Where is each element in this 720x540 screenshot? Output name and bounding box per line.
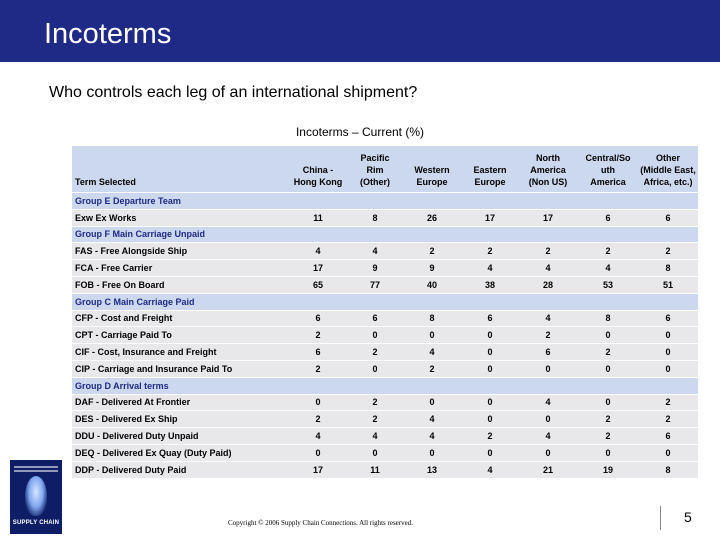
value-cell: 2 [578, 344, 638, 361]
value-cell: 2 [348, 411, 402, 428]
value-cell: 0 [462, 344, 518, 361]
value-cell: 8 [348, 209, 402, 226]
value-cell: 8 [638, 461, 698, 477]
value-cell: 6 [288, 310, 348, 327]
value-cell: 4 [462, 260, 518, 277]
value-cell: 0 [348, 360, 402, 377]
logo-text: SUPPLY CHAIN [12, 520, 60, 526]
logo-stripe [14, 470, 58, 472]
value-cell: 51 [638, 276, 698, 293]
column-header-line: Eastern [473, 165, 507, 175]
group-label: Group F Main Carriage Unpaid [72, 226, 698, 243]
value-cell: 4 [288, 428, 348, 445]
value-cell: 4 [402, 428, 462, 445]
table-row [72, 276, 698, 293]
term-cell: CIF - Cost, Insurance and Freight [72, 344, 288, 361]
group-label: Group D Arrival terms [72, 377, 698, 394]
column-header-term [72, 146, 288, 193]
copyright-notice: Copyright © 2006 Supply Chain Connections. All rights reserved. [228, 519, 413, 527]
value-cell: 4 [402, 411, 462, 428]
value-cell: 2 [402, 243, 462, 260]
group-row [72, 226, 698, 243]
value-cell: 2 [348, 344, 402, 361]
value-cell: 2 [578, 411, 638, 428]
value-cell: 0 [462, 327, 518, 344]
table-body [72, 193, 698, 478]
value-cell: 11 [348, 461, 402, 477]
value-cell: 0 [518, 444, 578, 461]
logo-stripe [14, 466, 58, 468]
value-cell: 38 [462, 276, 518, 293]
slide-title: Incoterms [44, 18, 172, 50]
term-cell: FOB - Free On Board [72, 276, 288, 293]
column-header-line: China - [302, 165, 334, 175]
column-header-line: Europe [416, 177, 448, 187]
value-cell: 8 [578, 310, 638, 327]
table-caption: Incoterms – Current (%) [295, 125, 425, 139]
value-cell: 0 [638, 344, 698, 361]
value-cell: 77 [348, 276, 402, 293]
group-row [72, 377, 698, 394]
term-cell: CFP - Cost and Freight [72, 310, 288, 327]
value-cell: 0 [288, 394, 348, 411]
table-row [72, 428, 698, 445]
value-cell: 4 [518, 260, 578, 277]
term-cell: DDP - Delivered Duty Paid [72, 461, 288, 477]
value-cell: 0 [402, 444, 462, 461]
term-cell: DAF - Delivered At Frontier [72, 394, 288, 411]
column-header-line: Other [655, 153, 680, 163]
value-cell: 2 [638, 394, 698, 411]
value-cell: 17 [288, 260, 348, 277]
value-cell: 8 [402, 310, 462, 327]
value-cell: 0 [638, 327, 698, 344]
table-row [72, 260, 698, 277]
value-cell: 0 [518, 411, 578, 428]
term-cell: DEQ - Delivered Ex Quay (Duty Paid) [72, 444, 288, 461]
value-cell: 0 [578, 444, 638, 461]
value-cell: 9 [348, 260, 402, 277]
column-header-line: North [536, 153, 560, 163]
value-cell: 2 [402, 360, 462, 377]
value-cell: 0 [578, 394, 638, 411]
column-header-line: Pacific [360, 153, 390, 163]
value-cell: 2 [288, 360, 348, 377]
column-header-line: Africa, etc.) [643, 177, 693, 187]
title-bar [0, 0, 720, 62]
term-cell: FAS - Free Alongside Ship [72, 243, 288, 260]
value-cell: 0 [638, 444, 698, 461]
value-cell: 2 [462, 243, 518, 260]
value-cell: 6 [348, 310, 402, 327]
value-cell: 4 [348, 243, 402, 260]
value-cell: 0 [348, 444, 402, 461]
column-header-line: America [590, 177, 626, 187]
column-header-line: Europe [474, 177, 506, 187]
value-cell: 0 [288, 444, 348, 461]
value-cell: 0 [402, 394, 462, 411]
value-cell: 0 [348, 327, 402, 344]
value-cell: 0 [462, 360, 518, 377]
value-cell: 4 [402, 344, 462, 361]
value-cell: 2 [638, 243, 698, 260]
value-cell: 26 [402, 209, 462, 226]
table-row [72, 444, 698, 461]
value-cell: 17 [462, 209, 518, 226]
value-cell: 6 [638, 310, 698, 327]
term-cell: DES - Delivered Ex Ship [72, 411, 288, 428]
value-cell: 11 [288, 209, 348, 226]
column-header-line: Hong Kong [293, 177, 343, 187]
column-header-region [638, 146, 698, 193]
value-cell: 4 [462, 461, 518, 477]
value-cell: 2 [638, 411, 698, 428]
value-cell: 6 [288, 344, 348, 361]
footer-divider [660, 506, 661, 530]
term-cell: DDU - Delivered Duty Unpaid [72, 428, 288, 445]
column-header-line: Central/So [585, 153, 631, 163]
page-number: 5 [684, 509, 692, 525]
value-cell: 0 [402, 327, 462, 344]
value-cell: 4 [578, 260, 638, 277]
column-header-line: Term Selected [75, 177, 136, 187]
supply-chain-logo [10, 460, 62, 534]
value-cell: 2 [578, 243, 638, 260]
group-row [72, 293, 698, 310]
column-header-line: Rim [366, 165, 384, 175]
incoterms-table [72, 146, 698, 478]
value-cell: 9 [402, 260, 462, 277]
value-cell: 53 [578, 276, 638, 293]
value-cell: 17 [518, 209, 578, 226]
column-header-line: America [530, 165, 566, 175]
value-cell: 4 [518, 428, 578, 445]
column-header-line: uth [601, 165, 615, 175]
table-row [72, 243, 698, 260]
value-cell: 6 [638, 209, 698, 226]
value-cell: 0 [578, 327, 638, 344]
value-cell: 4 [348, 428, 402, 445]
term-cell: CPT - Carriage Paid To [72, 327, 288, 344]
table-row [72, 411, 698, 428]
value-cell: 0 [638, 360, 698, 377]
table-header-row [72, 146, 698, 193]
value-cell: 13 [402, 461, 462, 477]
value-cell: 2 [288, 327, 348, 344]
value-cell: 2 [288, 411, 348, 428]
value-cell: 4 [518, 394, 578, 411]
column-header-region [578, 146, 638, 193]
value-cell: 0 [462, 444, 518, 461]
table-row [72, 310, 698, 327]
column-header-region [462, 146, 518, 193]
value-cell: 0 [462, 394, 518, 411]
value-cell: 0 [578, 360, 638, 377]
value-cell: 6 [638, 428, 698, 445]
column-header-region [288, 146, 348, 193]
value-cell: 2 [462, 428, 518, 445]
column-header-region [518, 146, 578, 193]
value-cell: 2 [578, 428, 638, 445]
value-cell: 19 [578, 461, 638, 477]
term-cell: FCA - Free Carrier [72, 260, 288, 277]
value-cell: 0 [518, 360, 578, 377]
value-cell: 40 [402, 276, 462, 293]
value-cell: 28 [518, 276, 578, 293]
term-cell: Exw Ex Works [72, 209, 288, 226]
table-row [72, 344, 698, 361]
column-header-region [402, 146, 462, 193]
table-row [72, 461, 698, 477]
slide-subtitle: Who controls each leg of an international shipment? [49, 84, 418, 101]
column-header-line: Western [414, 165, 450, 175]
column-header-line: (Middle East, [640, 165, 696, 175]
column-header-line: (Other) [360, 177, 390, 187]
term-cell: CIP - Carriage and Insurance Paid To [72, 360, 288, 377]
value-cell: 6 [462, 310, 518, 327]
value-cell: 6 [518, 344, 578, 361]
value-cell: 2 [518, 243, 578, 260]
column-header-line: (Non US) [528, 177, 568, 187]
value-cell: 65 [288, 276, 348, 293]
table-row [72, 209, 698, 226]
value-cell: 2 [518, 327, 578, 344]
table-row [72, 394, 698, 411]
table-row [72, 360, 698, 377]
column-header-region [348, 146, 402, 193]
group-row [72, 193, 698, 210]
value-cell: 21 [518, 461, 578, 477]
group-label: Group E Departure Team [72, 193, 698, 210]
table-row [72, 327, 698, 344]
logo-emblem [25, 476, 47, 516]
value-cell: 4 [288, 243, 348, 260]
value-cell: 2 [348, 394, 402, 411]
value-cell: 6 [578, 209, 638, 226]
value-cell: 17 [288, 461, 348, 477]
value-cell: 0 [462, 411, 518, 428]
group-label: Group C Main Carriage Paid [72, 293, 698, 310]
value-cell: 4 [518, 310, 578, 327]
value-cell: 8 [638, 260, 698, 277]
